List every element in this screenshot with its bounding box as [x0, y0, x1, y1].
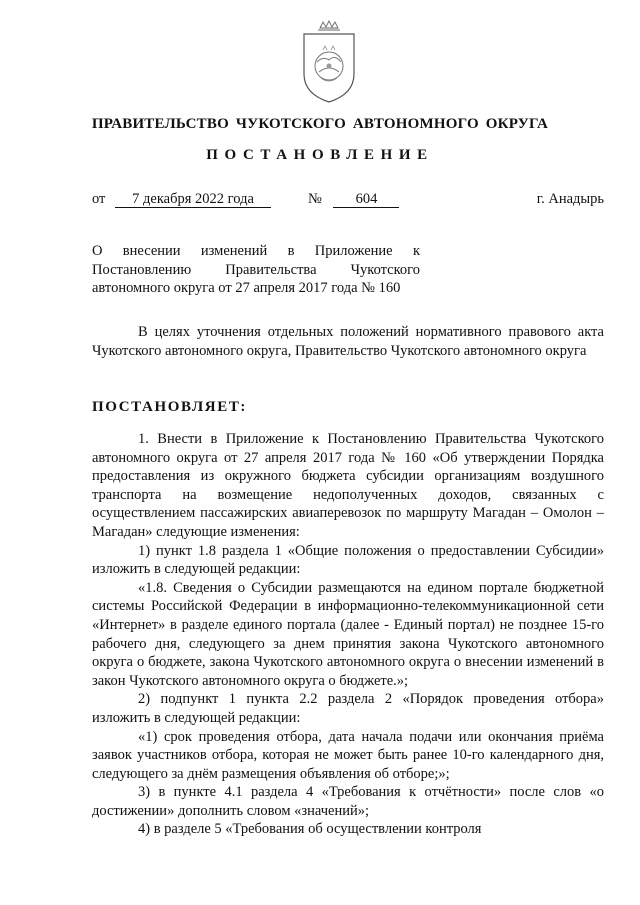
from-label: от — [92, 191, 106, 207]
preamble-text: В целях уточнения отдельных положений нормативного правового акта Чукотского автономного округа, Правительство Чукотского автономного округа — [92, 324, 604, 359]
body-paragraph: 2) подпункт 1 пункта 2.2 раздела 2 «Порядок проведения отбора» изложить в следующей редакции: — [92, 691, 604, 726]
preamble — [92, 323, 604, 360]
subject-line: Постановлению Правительства Чукотского — [92, 261, 420, 278]
city: г. Анадырь — [536, 191, 604, 207]
decree-word: ПОСТАНОВЛЯЕТ: — [92, 399, 248, 415]
subject-line: автономного округа от 27 апреля 2017 года № 160 — [92, 280, 401, 297]
body-paragraph: «1) срок проведения отбора, дата начала подачи или окончания приёма заявок участников отбора, которая не может быть ранее 10-го календарного дня, следующего за днём размещения объявления об отборе;»; — [92, 728, 604, 782]
body-paragraph: 1) пункт 1.8 раздела 1 «Общие положения о предоставлении Субсидии» изложить в следующей редакции: — [92, 542, 604, 578]
subject-line: О внесении изменений в Приложение к — [92, 243, 420, 259]
decree-body — [92, 430, 604, 839]
body-paragraph: «1.8. Сведения о Субсидии размещаются на едином портале бюджетной системы Российской Федерации в информационно-телекоммуникационной сети «Интернет» в разделе единого портала (далее - Единый портал) не позднее 15-го рабочего дня, следующего за днем принятия закона Чукотского автономного округа о бюджете, закона Чукотского автономного округа о внесении изменений в закон Чукотского автономного округа о бюджете.»; — [92, 579, 604, 689]
number-line — [308, 191, 399, 208]
number-label: № — [308, 191, 322, 207]
coat-of-arms-emblem — [298, 20, 360, 106]
body-paragraph: 1. Внести в Приложение к Постановлению Правительства Чукотского автономного округа от 27 апреля 2017 года № 160 «Об утверждении Порядка предоставления из окружного бюджета субсидии организациям воздушного транспорта на возмещение недополученных доходов, связанных с осуществлением пассажирских авиаперевозок по маршруту Магадан – Омолон – Магадан» следующие изменения: — [92, 431, 604, 540]
date-line — [92, 191, 271, 208]
government-title: ПРАВИТЕЛЬСТВО ЧУКОТСКОГО АВТОНОМНОГО ОКРУГА — [91, 116, 549, 132]
body-paragraph: 3) в пункте 4.1 раздела 4 «Требования к отчётности» после слов «о достижении» дополнить словом «значений»; — [92, 784, 604, 819]
document-number: 604 — [333, 192, 399, 208]
document-date: 7 декабря 2022 года — [115, 192, 271, 208]
document-kind: ПОСТАНОВЛЕНИЕ — [206, 147, 434, 163]
document-subject — [92, 242, 420, 298]
body-paragraph: 4) в разделе 5 «Требования об осуществлении контроля — [138, 821, 482, 838]
